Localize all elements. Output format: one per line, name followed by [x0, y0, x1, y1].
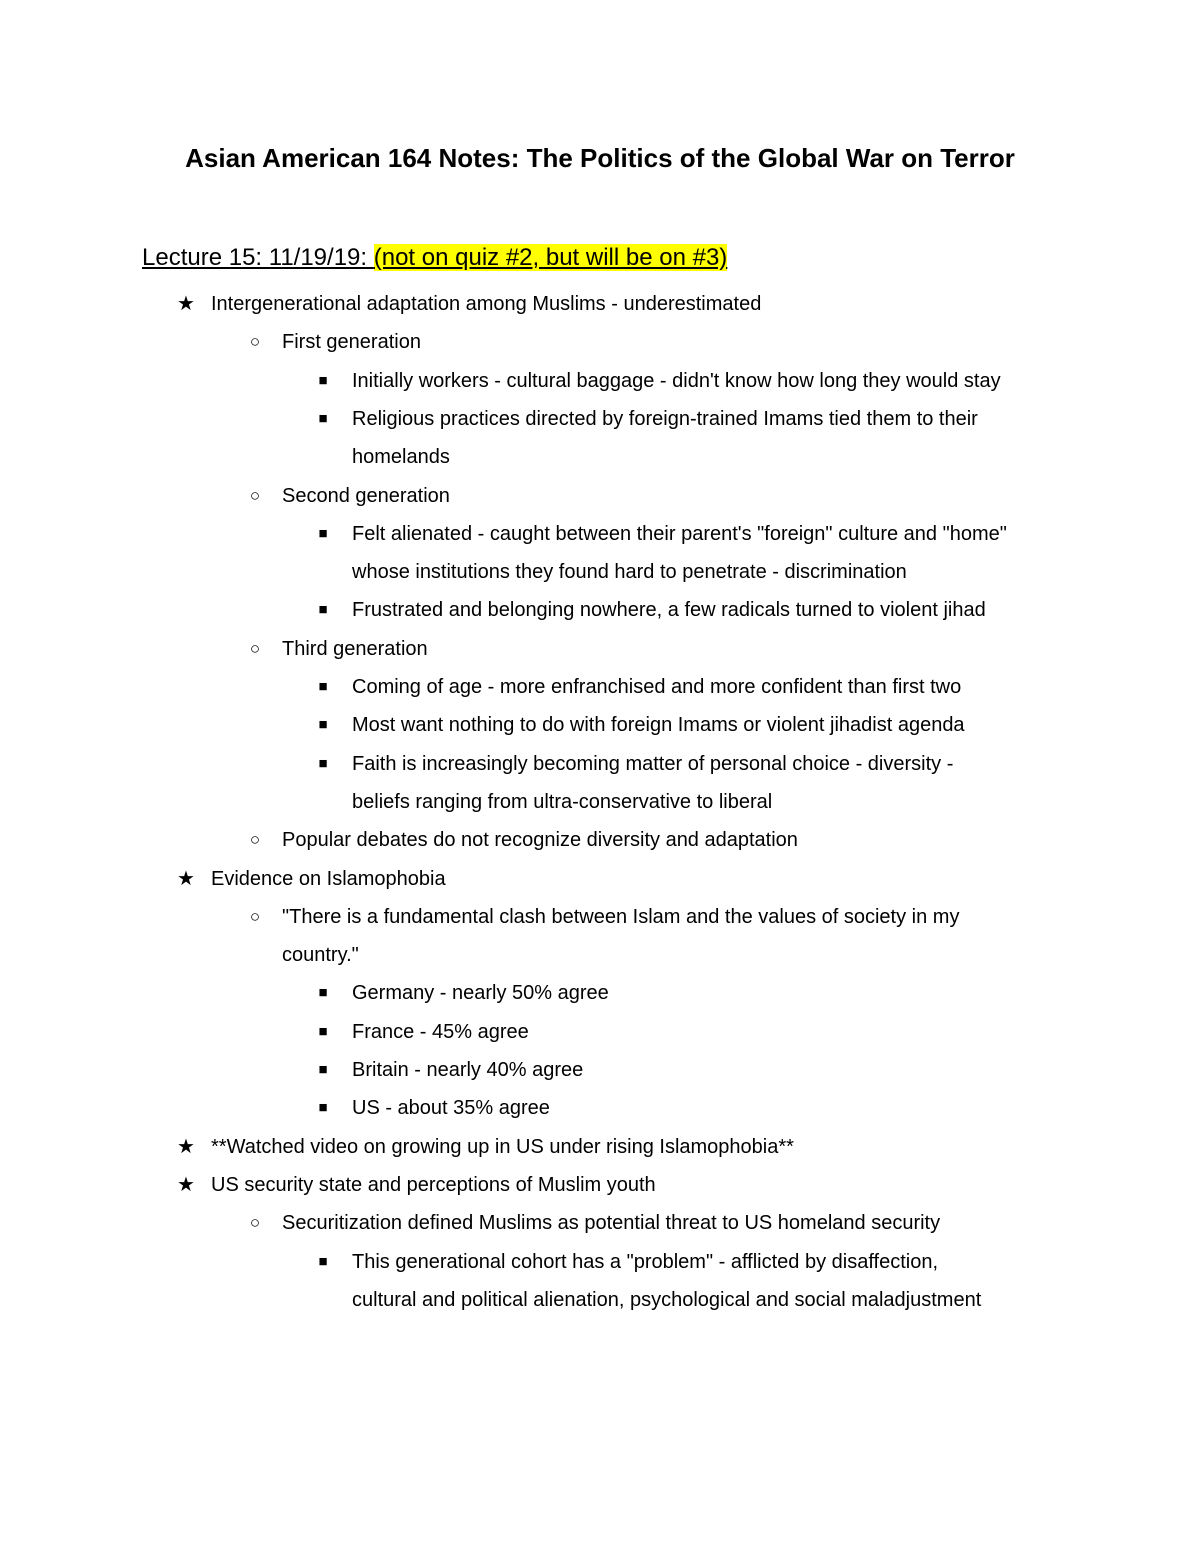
circle-bullet-icon: ○ — [249, 486, 261, 505]
outline-text: Intergenerational adaptation among Muslims - underestimated — [211, 293, 762, 315]
lecture-date-label: Lecture 15: 11/19/19: — [142, 244, 374, 271]
square-bullet-icon: ■ — [318, 372, 328, 389]
outline-text: Securitization defined Muslims as potential threat to US homeland security — [282, 1212, 941, 1234]
outline-text: Evidence on Islamophobia — [211, 868, 446, 890]
outline-text: Faith is increasingly becoming matter of personal choice - diversity - — [352, 753, 954, 775]
square-bullet-icon: ■ — [318, 1253, 328, 1270]
square-bullet-icon: ■ — [318, 525, 328, 542]
outline-text: "There is a fundamental clash between Islam and the values of society in my — [282, 906, 960, 928]
outline-text: Initially workers - cultural baggage - didn't know how long they would stay — [352, 370, 1001, 392]
square-bullet-icon: ■ — [318, 716, 328, 733]
square-bullet-icon: ■ — [318, 410, 328, 427]
outline-text: **Watched video on growing up in US under rising Islamophobia** — [211, 1136, 794, 1158]
star-bullet-icon: ★ — [177, 1174, 195, 1196]
quiz-note-highlight: (not on quiz #2, but will be on #3) — [373, 244, 728, 271]
outline-text: US security state and perceptions of Muslim youth — [211, 1174, 656, 1196]
outline-text: Second generation — [282, 485, 450, 507]
circle-bullet-icon: ○ — [249, 1213, 261, 1232]
outline-text: Religious practices directed by foreign-trained Imams tied them to their — [352, 408, 978, 430]
square-bullet-icon: ■ — [318, 1099, 328, 1116]
circle-bullet-icon: ○ — [249, 639, 261, 658]
outline-text: Germany - nearly 50% agree — [352, 982, 609, 1004]
outline-text: Most want nothing to do with foreign Imams or violent jihadist agenda — [352, 714, 965, 736]
outline-text: whose institutions they found hard to penetrate - discrimination — [352, 561, 907, 583]
outline-text: Britain - nearly 40% agree — [352, 1059, 584, 1081]
outline-text: country." — [282, 944, 359, 966]
square-bullet-icon: ■ — [318, 601, 328, 618]
square-bullet-icon: ■ — [318, 1023, 328, 1040]
circle-bullet-icon: ○ — [249, 907, 261, 926]
outline-text: Felt alienated - caught between their parent's "foreign" culture and "home" — [352, 523, 1007, 545]
outline-text: Third generation — [282, 638, 428, 660]
star-bullet-icon: ★ — [177, 868, 195, 890]
lecture-heading — [142, 242, 727, 274]
outline-text: beliefs ranging from ultra-conservative to liberal — [352, 791, 773, 813]
star-bullet-icon: ★ — [177, 1136, 195, 1158]
outline-text: homelands — [352, 446, 450, 468]
circle-bullet-icon: ○ — [249, 830, 261, 849]
square-bullet-icon: ■ — [318, 678, 328, 695]
outline-text: Coming of age - more enfranchised and more confident than first two — [352, 676, 962, 698]
square-bullet-icon: ■ — [318, 1061, 328, 1078]
square-bullet-icon: ■ — [318, 984, 328, 1001]
outline-text: Frustrated and belonging nowhere, a few radicals turned to violent jihad — [352, 599, 986, 621]
outline-text: France - 45% agree — [352, 1021, 529, 1043]
square-bullet-icon: ■ — [318, 755, 328, 772]
star-bullet-icon: ★ — [177, 293, 195, 315]
circle-bullet-icon: ○ — [249, 332, 261, 351]
outline-text: cultural and political alienation, psychological and social maladjustment — [352, 1289, 982, 1311]
outline-text: US - about 35% agree — [352, 1097, 550, 1119]
outline-text: This generational cohort has a "problem" - afflicted by disaffection, — [352, 1251, 939, 1273]
outline-text: Popular debates do not recognize diversity and adaptation — [282, 829, 798, 851]
document-title: Asian American 164 Notes: The Politics of the Global War on Terror — [185, 143, 1015, 173]
outline-text: First generation — [282, 331, 421, 353]
